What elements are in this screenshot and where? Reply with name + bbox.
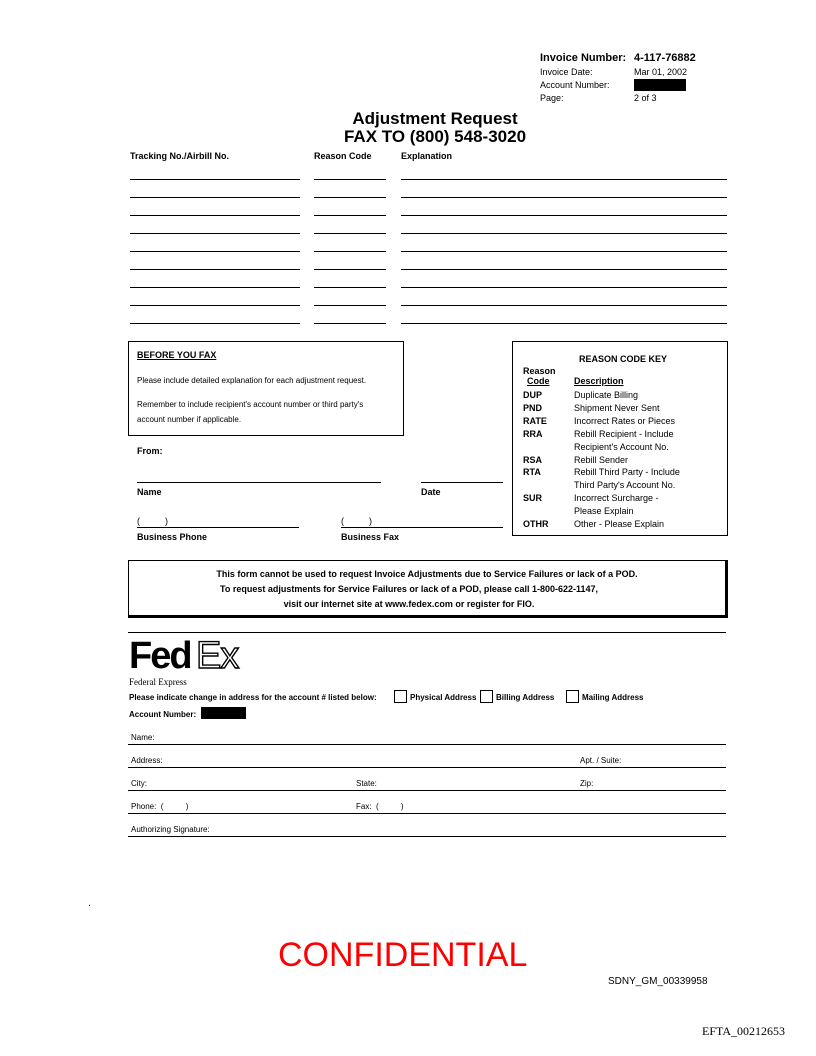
invoice-date-value: Mar 01, 2002	[634, 67, 688, 77]
invoice-date-label: Invoice Date:	[540, 67, 593, 77]
reason-description: Please Explain	[574, 506, 634, 517]
fedex-logo-ex: Ex	[196, 635, 239, 677]
before-you-fax-heading: BEFORE YOU FAX	[137, 350, 217, 360]
notice-line-1: This form cannot be used to request Invoice Adjustments due to Service Failures or lack of a POD.	[216, 569, 638, 579]
date-input-line[interactable]	[421, 482, 503, 483]
tracking-line[interactable]	[130, 215, 300, 216]
reason-description: Rebill Sender	[574, 454, 629, 465]
account-number-redaction	[634, 79, 686, 91]
reason-code-line[interactable]	[314, 197, 386, 198]
reason-code-line[interactable]	[314, 251, 386, 252]
reason-code: RATE	[523, 415, 547, 426]
reason-column-label-1: Reason	[523, 366, 556, 376]
signature-field-line[interactable]	[128, 836, 726, 837]
address-field-label: Address:	[131, 756, 163, 765]
city-field-line[interactable]	[128, 790, 726, 791]
fax-number-title: FAX TO (800) 548-3020	[343, 127, 527, 146]
tracking-line[interactable]	[130, 251, 300, 252]
reason-description: Rebill Third Party - Include	[574, 467, 680, 478]
physical-address-label: Physical Address	[410, 693, 477, 702]
reason-code-row	[513, 415, 727, 428]
section-divider	[128, 632, 726, 633]
federal-express-text: Federal Express	[129, 677, 187, 687]
efta-number: EFTA_00212653	[702, 1024, 786, 1038]
billing-address-checkbox[interactable]	[480, 690, 493, 703]
business-fax-paren: ( )	[341, 516, 372, 526]
reason-description: Incorrect Surcharge -	[574, 493, 659, 504]
city-field-label: City:	[131, 779, 147, 788]
reason-code: SUR	[523, 493, 543, 504]
name-input-line[interactable]	[137, 482, 381, 483]
reason-code: RSA	[523, 454, 543, 465]
business-phone-paren: ( )	[137, 516, 168, 526]
reason-code-row	[513, 492, 727, 505]
tracking-line[interactable]	[130, 233, 300, 234]
reason-code-key-box	[512, 341, 728, 536]
before-you-fax-text-2b: account number if applicable.	[137, 415, 242, 424]
form-title: Adjustment Request	[352, 109, 518, 128]
reason-code-row	[513, 466, 727, 479]
reason-code: RTA	[523, 467, 541, 478]
explanation-line[interactable]	[401, 269, 727, 270]
state-field-label: State:	[356, 779, 377, 788]
reason-code: RRA	[523, 428, 543, 439]
reason-code-line[interactable]	[314, 323, 386, 324]
fedex-logo	[129, 637, 249, 681]
reason-code-row	[513, 505, 727, 518]
notice-line-3: visit our internet site at www.fedex.com or register for FIO.	[283, 599, 535, 609]
signature-field-label: Authorizing Signature:	[131, 825, 210, 834]
reason-description: Duplicate Billing	[574, 390, 639, 400]
page-value: 2 of 3	[634, 93, 657, 103]
explanation-line[interactable]	[401, 197, 727, 198]
reason-code-row	[513, 441, 727, 454]
reason-code-row	[513, 518, 727, 531]
reason-code: DUP	[523, 390, 543, 400]
zip-field-label: Zip:	[580, 779, 594, 788]
confidential-stamp: CONFIDENTIAL	[278, 936, 528, 974]
explanation-line[interactable]	[401, 251, 727, 252]
tracking-column-header: Tracking No./Airbill No.	[130, 151, 230, 161]
reason-code-line[interactable]	[314, 269, 386, 270]
reason-code-column-header: Reason Code	[314, 151, 372, 161]
reason-code-row	[513, 428, 727, 441]
page-label: Page:	[540, 93, 564, 103]
explanation-line[interactable]	[401, 323, 727, 324]
invoice-number-value: 4-117-76882	[634, 52, 696, 64]
reason-code-line[interactable]	[314, 287, 386, 288]
tracking-line[interactable]	[130, 287, 300, 288]
business-phone-input-line[interactable]	[137, 527, 299, 528]
name-field-line[interactable]	[128, 744, 726, 745]
before-you-fax-box	[128, 341, 404, 436]
account-number-label: Account Number:	[540, 80, 610, 90]
reason-code-line[interactable]	[314, 233, 386, 234]
reason-code-row	[513, 389, 727, 402]
tracking-line[interactable]	[130, 269, 300, 270]
business-phone-label: Business Phone	[137, 532, 208, 542]
mailing-address-checkbox[interactable]	[566, 690, 579, 703]
reason-code-line[interactable]	[314, 215, 386, 216]
account-number-label-2: Account Number:	[129, 710, 197, 719]
from-label: From:	[137, 446, 163, 456]
reason-column-label-2: Code	[527, 376, 550, 386]
name-field-label: Name:	[131, 733, 155, 742]
explanation-column-header: Explanation	[401, 151, 453, 161]
reason-code-row	[513, 454, 727, 467]
date-label: Date	[421, 487, 441, 497]
reason-code-list	[513, 389, 727, 529]
explanation-line[interactable]	[401, 287, 727, 288]
account-number-redaction-2	[201, 707, 246, 719]
business-fax-input-line[interactable]	[341, 527, 503, 528]
reason-code: PND	[523, 402, 543, 413]
notice-box	[128, 560, 728, 618]
explanation-line[interactable]	[401, 179, 727, 180]
reason-description: Incorrect Rates or Pieces	[574, 415, 676, 426]
invoice-number-label: Invoice Number:	[540, 52, 627, 64]
reason-code-row	[513, 479, 727, 492]
stray-dot: .	[88, 897, 92, 909]
description-column-label: Description	[574, 376, 624, 386]
tracking-line[interactable]	[130, 305, 300, 306]
explanation-line[interactable]	[401, 305, 727, 306]
reason-description: Shipment Never Sent	[574, 402, 660, 413]
reason-code-line[interactable]	[314, 179, 386, 180]
explanation-line[interactable]	[401, 233, 727, 234]
before-you-fax-text-1: Please include detailed explanation for each adjustment request.	[137, 376, 367, 385]
phone-field-line[interactable]	[128, 813, 726, 814]
reason-description: Other - Please Explain	[574, 519, 665, 529]
address-field-line[interactable]	[128, 767, 726, 768]
name-label: Name	[137, 487, 162, 497]
phone-field-label: Phone: ( )	[131, 802, 189, 811]
address-change-prompt: Please indicate change in address for the account # listed below:	[129, 693, 377, 702]
notice-line-2: To request adjustments for Service Failures or lack of a POD, please call 1-800-622-1147,	[220, 584, 598, 594]
tracking-line[interactable]	[130, 179, 300, 180]
explanation-line[interactable]	[401, 215, 727, 216]
before-you-fax-text-2a: Remember to include recipient's account number or third party's	[137, 400, 364, 409]
bates-number: SDNY_GM_00339958	[608, 976, 708, 987]
reason-code-key-title: REASON CODE KEY	[579, 354, 668, 364]
reason-code-row	[513, 402, 727, 415]
reason-description: Rebill Recipient - Include	[574, 428, 674, 439]
reason-description: Recipient's Account No.	[574, 441, 669, 452]
tracking-line[interactable]	[130, 197, 300, 198]
reason-code: OTHR	[523, 519, 549, 529]
fax-field-label: Fax: ( )	[356, 802, 404, 811]
reason-description: Third Party's Account No.	[574, 480, 676, 491]
tracking-line[interactable]	[130, 323, 300, 324]
physical-address-checkbox[interactable]	[394, 690, 407, 703]
business-fax-label: Business Fax	[341, 532, 400, 542]
apt-suite-field-label: Apt. / Suite:	[580, 756, 622, 765]
fedex-logo-fed: Fed	[129, 635, 191, 677]
mailing-address-label: Mailing Address	[582, 693, 644, 702]
reason-code-line[interactable]	[314, 305, 386, 306]
billing-address-label: Billing Address	[496, 693, 555, 702]
